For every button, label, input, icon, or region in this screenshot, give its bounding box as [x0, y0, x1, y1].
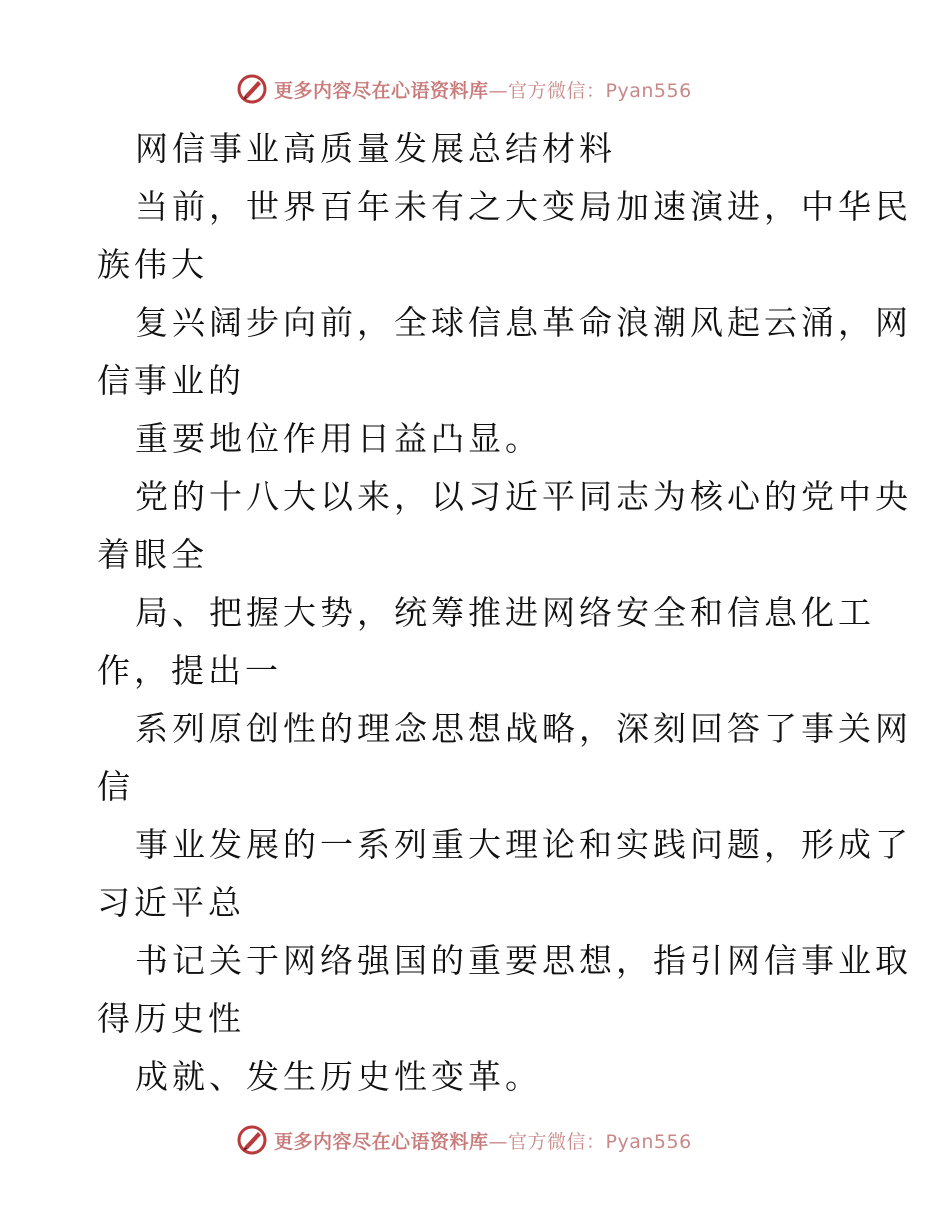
text-line: 得历史性 [97, 999, 245, 1038]
text-line: 信事业的 [97, 361, 245, 400]
watermark-brand: 更多内容尽在心语资料库 [274, 79, 489, 102]
document-title: 网信事业高质量发展总结材料 [135, 129, 616, 168]
text-line: 系列原创性的理念思想战略，深刻回答了事关网 [135, 709, 912, 748]
watermark-contact: —官方微信：Pyan556 [488, 1130, 692, 1153]
text-line: 事业发展的一系列重大理论和实践问题，形成了 [135, 825, 912, 864]
text-line: 习近平总 [97, 883, 245, 922]
text-line: 成就、发生历史性变革。 [135, 1057, 542, 1096]
text-line: 局、把握大势，统筹推进网络安全和信息化工 [135, 593, 875, 632]
watermark-contact: —官方微信：Pyan556 [488, 79, 692, 102]
text-line: 着眼全 [97, 535, 208, 574]
document-body [97, 120, 912, 1106]
text-line: 作，提出一 [97, 651, 282, 690]
pen-logo-icon [236, 1124, 268, 1156]
watermark-brand: 更多内容尽在心语资料库 [274, 1130, 489, 1153]
pen-logo-icon [236, 73, 268, 105]
text-line: 信 [97, 767, 134, 806]
header-watermark [236, 72, 692, 106]
text-line: 书记关于网络强国的重要思想，指引网信事业取 [135, 941, 912, 980]
text-line: 族伟大 [97, 245, 208, 284]
text-line: 重要地位作用日益凸显。 [135, 419, 542, 458]
text-line: 复兴阔步向前，全球信息革命浪潮风起云涌，网 [135, 303, 912, 342]
text-line: 党的十八大以来，以习近平同志为核心的党中央 [135, 477, 912, 516]
footer-watermark [236, 1123, 692, 1157]
text-line: 当前，世界百年未有之大变局加速演进，中华民 [135, 187, 912, 226]
